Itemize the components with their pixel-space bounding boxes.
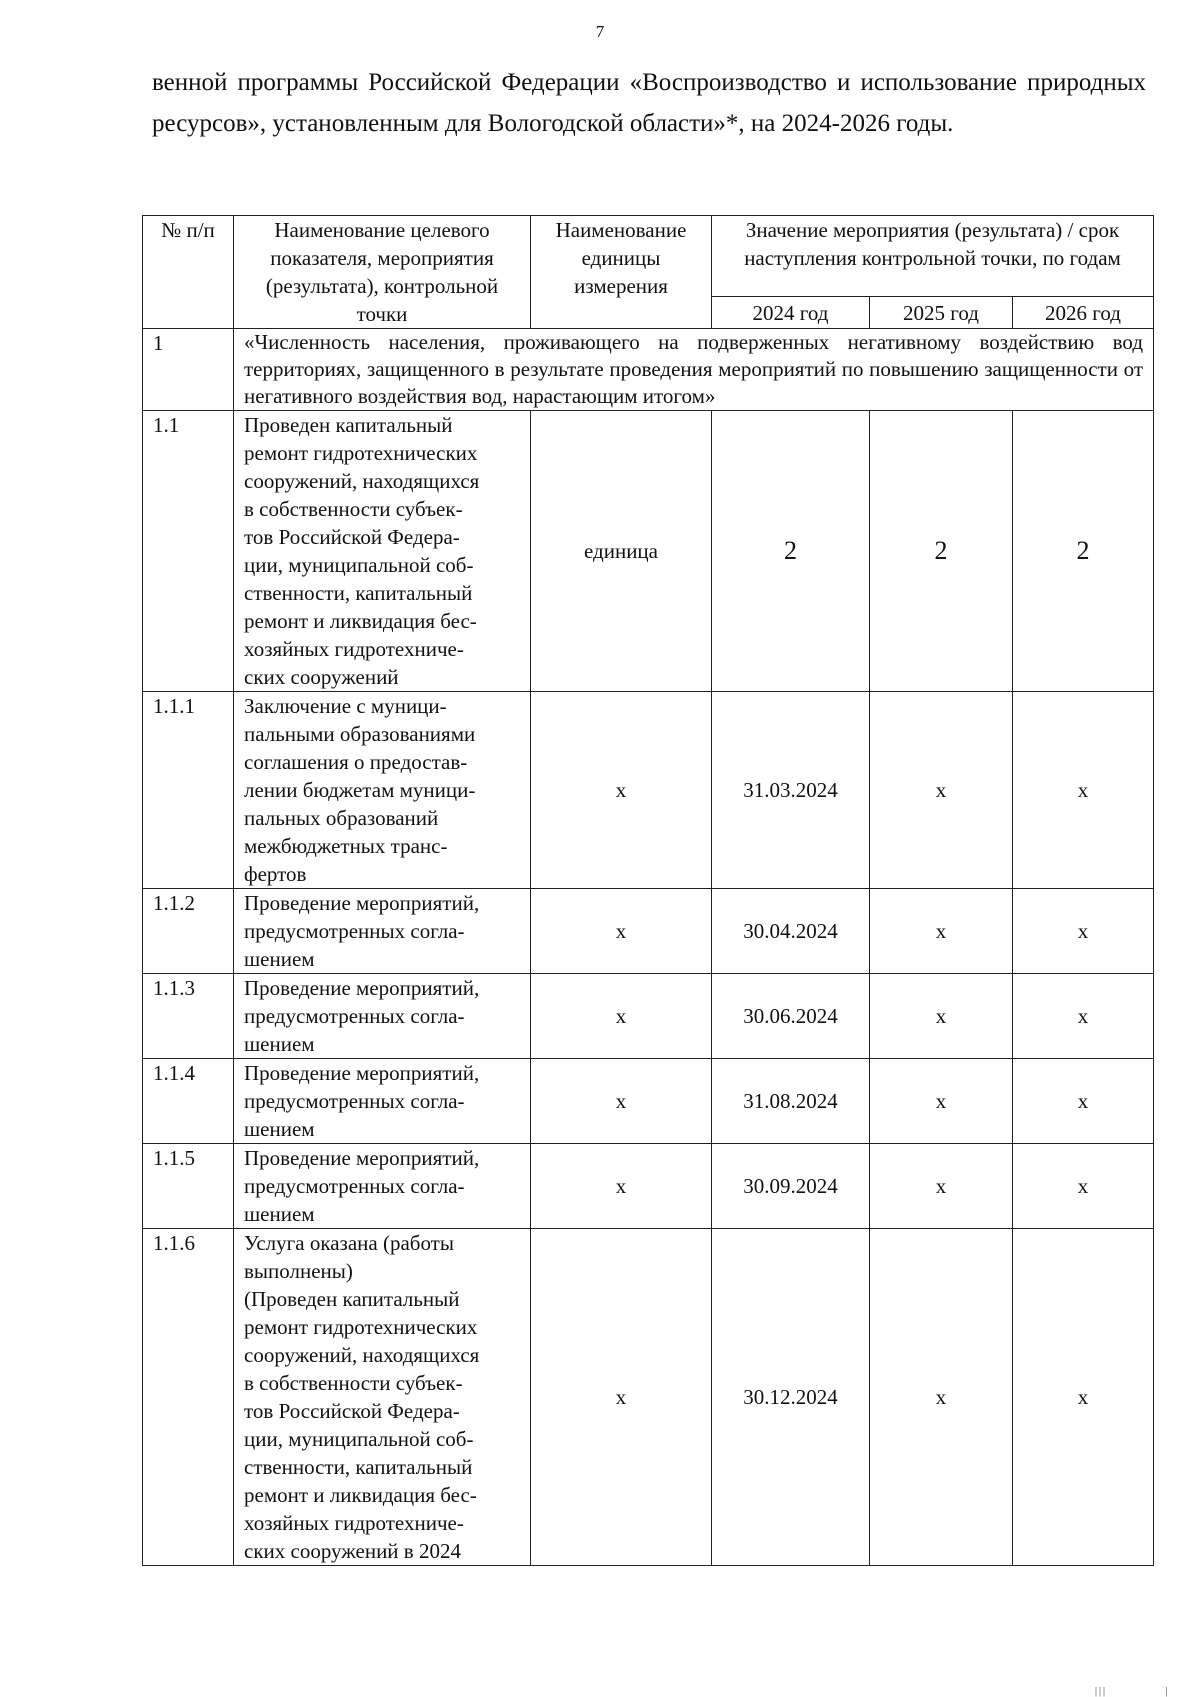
row-value-2025: х [870,1059,1013,1144]
row-name [234,692,531,889]
table-row [143,692,1154,889]
header-num: № п/п [143,216,234,329]
row-value-2026: х [1013,692,1154,889]
row-name-line: ственности, капитальный [244,1455,473,1479]
row-name-line: ции, муниципальной соб- [244,1427,474,1451]
table-row [143,1229,1154,1566]
row-num: 1.1.3 [143,974,234,1059]
row-value-2025: х [870,1144,1013,1229]
row-value-2024: 30.04.2024 [712,889,870,974]
indicator-table [142,215,1154,1566]
row-unit: х [531,692,712,889]
row-value-2026: х [1013,974,1154,1059]
row-name-line: шением [244,1117,315,1141]
indicator-num: 1 [143,329,234,411]
row-unit: х [531,974,712,1059]
row-value-2024: 30.06.2024 [712,974,870,1059]
header-year-2024: 2024 год [712,297,870,329]
row-value-2025: х [870,974,1013,1059]
row-name [234,974,531,1059]
row-name-line: выполнены) [244,1259,353,1283]
row-name-line: межбюджетных транс- [244,834,448,858]
row-value-2025: х [870,889,1013,974]
row-name-line: ских сооружений [244,665,399,689]
row-num: 1.1.4 [143,1059,234,1144]
row-value-2025: х [870,1229,1013,1566]
row-unit: единица [531,411,712,692]
row-name-line: сооружений, находящихся [244,469,480,493]
row-value-2026: х [1013,1229,1154,1566]
row-unit: х [531,1229,712,1566]
row-unit: х [531,1059,712,1144]
row-num: 1.1.2 [143,889,234,974]
header-row [143,216,1154,297]
row-name-line: Проведение мероприятий, [244,976,480,1000]
indicator-row [143,329,1154,411]
row-name-line: шением [244,1202,315,1226]
table-row [143,1059,1154,1144]
row-name-line: ремонт гидротехнических [244,1315,478,1339]
row-name-line: (Проведен капитальный [244,1287,460,1311]
row-name [234,1144,531,1229]
row-name [234,411,531,692]
row-name-line: ственности, капитальный [244,581,473,605]
table-row [143,889,1154,974]
row-name-line: пальных образований [244,806,439,830]
row-unit: х [531,889,712,974]
row-num: 1.1.5 [143,1144,234,1229]
row-name-line: предусмотренных согла- [244,1174,465,1198]
row-name-line: Услуга оказана (работы [244,1231,454,1255]
row-value-2024: 30.12.2024 [712,1229,870,1566]
row-name-line: в собственности субъек- [244,1371,463,1395]
row-name-line: ции, муниципальной соб- [244,553,474,577]
row-name [234,1229,531,1566]
header-name: Наименование целевого показателя, мероприятия (результата), контрольной точки [234,216,531,329]
row-name-line: тов Российской Федера- [244,1399,460,1423]
header-value: Значение мероприятия (результата) / срок наступления контрольной точки, по годам [712,216,1154,297]
row-name-line: ремонт гидротехнических [244,441,478,465]
row-name-line: Проведение мероприятий, [244,891,480,915]
indicator-text: «Численность населения, проживающего на подверженных негативному воздействию вод территориях, защищенного в результате проведения мероприятий по повышению защищенности от негативного воздействия вод, нарастающим итогом» [234,329,1154,411]
scan-marks: ||| | [1095,1686,1170,1697]
row-name-line: хозяйных гидротехниче- [244,637,464,661]
row-num: 1.1.6 [143,1229,234,1566]
row-name-line: Проведение мероприятий, [244,1146,480,1170]
row-name [234,1059,531,1144]
row-value-2026: 2 [1013,411,1154,692]
row-name-line: Проведение мероприятий, [244,1061,480,1085]
row-name-line: предусмотренных согла- [244,1004,465,1028]
row-name-line: Проведен капитальный [244,413,453,437]
header-year-2025: 2025 год [870,297,1013,329]
table-row [143,411,1154,692]
row-value-2024: 2 [712,411,870,692]
row-name-line: фертов [244,862,307,886]
row-name-line: лении бюджетам муници- [244,778,476,802]
row-unit: х [531,1144,712,1229]
page-number: 7 [595,22,605,41]
table-row [143,974,1154,1059]
row-name-line: предусмотренных согла- [244,1089,465,1113]
row-name-line: шением [244,947,315,971]
table-body [143,216,1154,1566]
row-name-line: ремонт и ликвидация бес- [244,1483,477,1507]
row-value-2026: х [1013,1144,1154,1229]
row-value-2024: 31.03.2024 [712,692,870,889]
row-name [234,889,531,974]
row-num: 1.1.1 [143,692,234,889]
row-name-line: ремонт и ликвидация бес- [244,609,477,633]
row-name-line: хозяйных гидротехниче- [244,1511,464,1535]
table-row [143,1144,1154,1229]
row-name-line: тов Российской Федера- [244,525,460,549]
row-name-line: пальными образованиями [244,722,476,746]
row-value-2024: 30.09.2024 [712,1144,870,1229]
row-value-2025: х [870,692,1013,889]
row-value-2024: 31.08.2024 [712,1059,870,1144]
row-name-line: шением [244,1032,315,1056]
row-num: 1.1 [143,411,234,692]
row-name-line: предусмотренных согла- [244,919,465,943]
intro-paragraph: венной программы Российской Федерации «Воспроизводство и использование природных ресурсов», установленным для Вологодской области»*, на 2024-2026 годы. [152,69,1146,137]
row-name-line: ских сооружений в 2024 [244,1539,461,1563]
row-name-line: в собственности субъек- [244,497,463,521]
row-name-line: Заключение с муници- [244,694,447,718]
header-unit: Наименование единицы измерения [531,216,712,329]
header-year-2026: 2026 год [1013,297,1154,329]
row-name-line: соглашения о предостав- [244,750,468,774]
row-value-2026: х [1013,889,1154,974]
row-value-2026: х [1013,1059,1154,1144]
row-value-2025: 2 [870,411,1013,692]
row-name-line: сооружений, находящихся [244,1343,480,1367]
